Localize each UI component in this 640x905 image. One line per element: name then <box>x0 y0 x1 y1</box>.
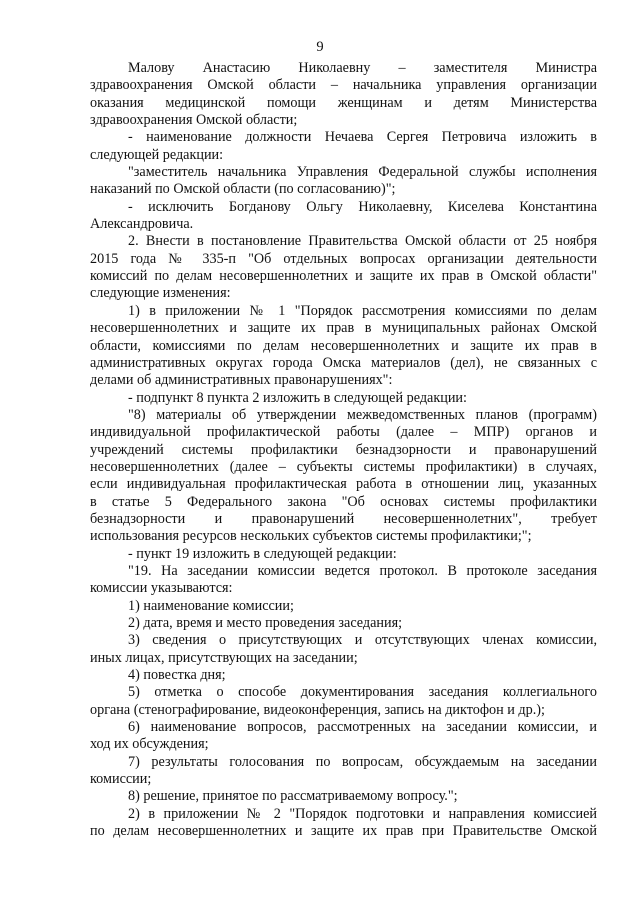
text-line: безнадзорности и правонарушений несовершеннолетних", требует <box>90 510 597 527</box>
text-line: делами об административных правонарушениях": <box>90 372 393 389</box>
document-body <box>90 60 597 840</box>
text-line: несовершеннолетних (далее – субъекты системы профилактики) в случаях, <box>90 458 597 475</box>
text-line: использования ресурсов нескольких субъектов системы профилактики;"; <box>90 528 532 545</box>
text-line: в статье 5 Федерального закона "Об основах системы профилактики <box>90 493 597 510</box>
text-line: 4) повестка дня; <box>128 667 226 684</box>
text-line: "19. На заседании комиссии ведется протокол. В протоколе заседания <box>128 562 597 579</box>
text-line: административных округах города Омска материалов (дел), не связанных с <box>90 354 597 371</box>
text-line: 3) сведения о присутствующих и отсутствующих членах комиссии, <box>128 632 597 649</box>
text-line: по делам несовершеннолетних и защите их прав при Правительстве Омской <box>90 823 597 840</box>
text-line: комиссии; <box>90 771 152 788</box>
text-line: 5) отметка о способе документирования заседания коллегиального <box>128 684 597 701</box>
text-line: следующие изменения: <box>90 285 231 302</box>
text-line: оказания медицинской помощи женщинам и детям Министерства <box>90 94 597 111</box>
text-line: "8) материалы об утверждении межведомственных планов (программ) <box>128 406 597 423</box>
text-line: 2) в приложении № 2 "Порядок подготовки и направления комиссией <box>128 805 597 822</box>
text-line: - наименование должности Нечаева Сергея Петровича изложить в <box>128 129 597 146</box>
page-number: 9 <box>316 39 324 55</box>
text-line: Малову Анастасию Николаевну – заместителя Министра <box>128 60 597 76</box>
text-line: 2. Внести в постановление Правительства Омской области от 25 ноября <box>128 233 597 250</box>
text-line: 2) дата, время и место проведения заседания; <box>128 615 403 631</box>
text-line: области, комиссиями по делам несовершеннолетних и защите их прав в <box>90 337 597 354</box>
text-line: 7) результаты голосования по вопросам, обсуждаемым на заседании <box>128 753 597 770</box>
text-line: 6) наименование вопросов, рассмотренных на заседании комиссии, и <box>128 719 597 736</box>
text-line: следующей редакции: <box>90 146 224 163</box>
text-line: ход их обсуждения; <box>90 736 209 753</box>
text-line: учреждений системы профилактики безнадзорности и правонарушений <box>90 441 597 458</box>
text-line: несовершеннолетних и защите их прав в муниципальных районах Омской <box>90 320 597 337</box>
text-line: наказаний по Омской области (по согласованию)"; <box>90 181 396 198</box>
text-line: индивидуальной профилактической работы (далее – МПР) органов и <box>90 424 597 441</box>
text-line: 1) наименование комиссии; <box>128 597 294 614</box>
text-line: здравоохранения Омской области; <box>90 112 298 129</box>
text-line: - исключить Богданову Ольгу Николаевну, Киселева Константина <box>128 198 597 215</box>
text-line: 1) в приложении № 1 "Порядок рассмотрения комиссиями по делам <box>128 302 597 319</box>
text-line: Александровича. <box>90 216 194 233</box>
text-line: 2015 года № 335-п "Об отдельных вопросах организации деятельности <box>90 250 597 267</box>
text-line: если индивидуальная профилактическая работа в отношении лиц, указанных <box>90 476 597 493</box>
text-line: - подпункт 8 пункта 2 изложить в следующей редакции: <box>128 389 467 406</box>
text-line: комиссий по делам несовершеннолетних и защите их прав в Омской области" <box>90 268 597 285</box>
text-line: комиссии указываются: <box>90 580 233 597</box>
text-line: здравоохранения Омской области – начальника управления организации <box>90 77 597 94</box>
text-line: "заместитель начальника Управления Федеральной службы исполнения <box>128 164 597 181</box>
text-line: иных лицах, присутствующих на заседании; <box>90 649 358 666</box>
text-line: 8) решение, принятое по рассматриваемому вопросу."; <box>128 788 458 805</box>
text-line: органа (стенографирование, видеоконференция, запись на диктофон и др.); <box>90 701 545 718</box>
text-line: - пункт 19 изложить в следующей редакции: <box>128 545 397 562</box>
